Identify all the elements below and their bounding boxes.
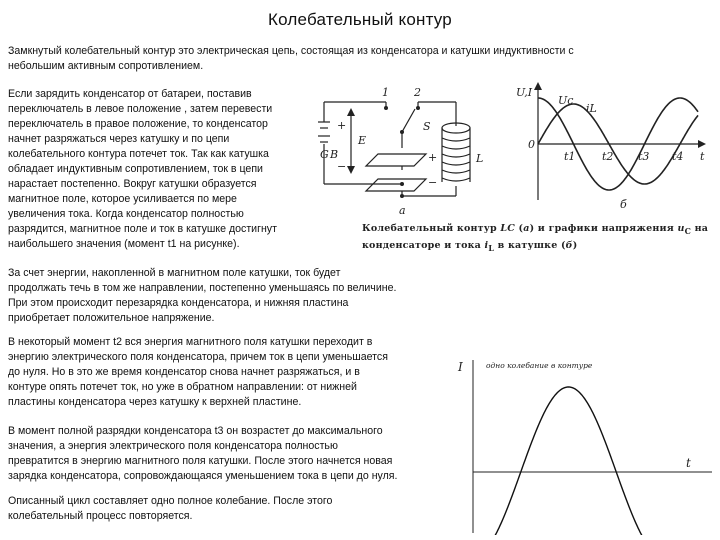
emf-label-e: E	[358, 134, 367, 147]
time-label-t4: t4	[672, 150, 684, 163]
switch-label-2: 2	[414, 86, 421, 99]
graph-axis-x-label: t	[700, 150, 705, 163]
paragraph-full-discharge: В момент полной разрядки конденсатора t3 он возрастет до максимального значения, а энергия электрического поля конденсатора полностью превратится в энергию магнитного поля катушки. После этого начнется новая зарядка конденсатора, сопровождающаяся уменьшением тока в цепи до нуля.	[8, 425, 398, 482]
curve-label-uc: Uc	[558, 94, 574, 107]
graph-origin-label: 0	[528, 138, 535, 151]
figure-caption: Колебательный контур LC (а) и графики напряжения $u_C$ на конденсаторе и тока $i_L$ в катушке (б)	[362, 223, 709, 253]
oscillation-annotation: одно колебание в контуре	[486, 361, 593, 370]
battery-label-b: B	[330, 148, 339, 161]
oscillation-axis-y-label: I	[458, 360, 463, 374]
oscillation-curve	[473, 387, 664, 535]
graph-sub-label: б	[620, 198, 627, 211]
oscillation-figure	[440, 320, 714, 535]
oscillation-axis-x-label: t	[686, 456, 691, 470]
curve-label-il: iL	[586, 102, 597, 115]
paragraph-cycle: Описанный цикл составляет одно полное колебание. После этого колебательный процесс повторяется.	[8, 495, 333, 522]
paragraph-charging: Если зарядить конденсатор от батареи, поставив переключатель в левое положение , затем перевести переключатель в правое положение, то конденсатор начнет разряжаться через катушку и по цепи колебательного контура потечет ток. Так как катушка обладает индуктивным сопротивлением, ток в цепи нарастает постепенно. Вокруг катушки образуется магнитное поле, которое усиливается по мере увеличения тока. Когда конденсатор полностью разрядится, магнитное поле и ток в катушке достигнут наибольшего значения (момент t1 на рисунке).	[8, 88, 277, 250]
coil-label-l: L	[476, 152, 484, 165]
lc-circuit-figure	[316, 82, 716, 222]
battery-label-g: G	[320, 148, 329, 161]
time-label-t1: t1	[564, 150, 576, 163]
paragraph-intro: Замкнутый колебательный контур это электрическая цепь, состоящая из конденсатора и катушки индуктивности с небольшим активным сопротивлением.	[8, 45, 574, 72]
circuit-sub-label: а	[399, 204, 406, 217]
battery-sign-plus: +	[337, 119, 347, 132]
battery-sign-minus: −	[337, 160, 347, 173]
paragraph-reverse-current: В некоторый момент t2 вся энергия магнитного поля катушки переходит в энергию электрического поля конденсатора, причем ток в цепи уменьшается до нуля. Но в это же время конденсатор снова начнет разряжаться, и в контуре опять потечет ток, но уже в обратном направлении: от нижней пластины конденсатора через катушку к верхней пластине.	[8, 336, 388, 408]
switch-label-s: S	[423, 120, 431, 133]
capacitor-sign-plus: +	[428, 151, 438, 164]
page-title: Колебательный контур	[268, 10, 452, 29]
time-label-t2: t2	[602, 150, 614, 163]
capacitor-sign-minus: −	[428, 176, 438, 189]
time-label-t3: t3	[638, 150, 650, 163]
switch-label-1: 1	[382, 86, 389, 99]
paragraph-recharge: За счет энергии, накопленной в магнитном поле катушки, ток будет продолжать течь в том же направлении, постепенно уменьшаясь по величине. При этом происходит перезарядка конденсатора, и нижняя пластина приобретает положительное напряжение.	[8, 267, 397, 324]
graph-axis-y-label: U,I	[516, 86, 533, 99]
